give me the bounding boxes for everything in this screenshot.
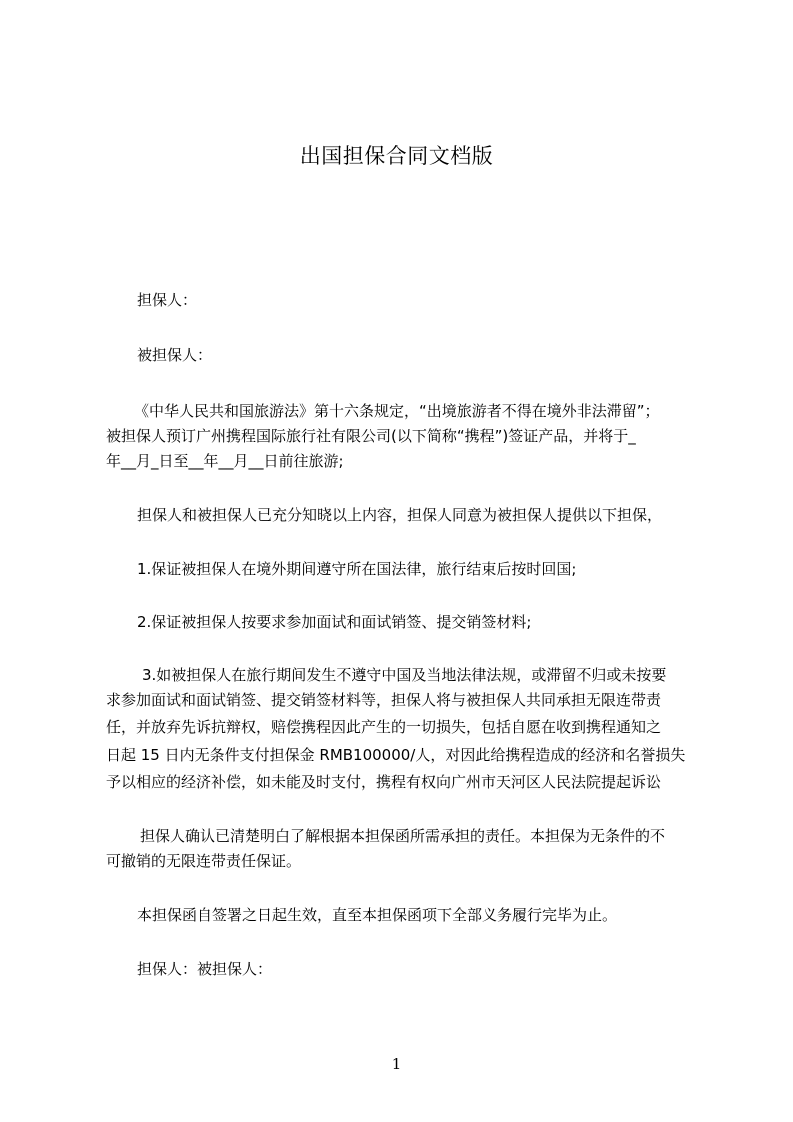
clause-2: 2.保证被担保人按要求参加面试和面试销签、提交销签材料; — [137, 613, 532, 631]
clause-3-line: 日起 15 日内无条件支付担保金 RMB100000/人，对因此给携程造成的经济和名誉损失 — [106, 746, 686, 764]
confirmation-line: 可撤销的无限连带责任保证。 — [106, 852, 302, 870]
intro-line: 被担保人预订广州携程国际旅行社有限公司(以下简称“携程”)签证产品，并将于_ — [106, 427, 636, 445]
agreement-paragraph: 担保人和被担保人已充分知晓以上内容，担保人同意为被担保人提供以下担保， — [137, 506, 663, 524]
effective-clause: 本担保函自签署之日起生效，直至本担保函项下全部义务履行完毕为止。 — [137, 906, 618, 924]
intro-line: 《中华人民共和国旅游法》第十六条规定，“出境旅游者不得在境外非法滞留”； — [134, 402, 660, 420]
confirmation-line: 担保人确认已清楚明白了解根据本担保函所需承担的责任。本担保为无条件的不 — [140, 827, 666, 845]
clause-1: 1.保证被担保人在境外期间遵守所在国法律，旅行结束后按时回国; — [137, 560, 577, 578]
clause-3-line: 予以相应的经济补偿，如未能及时支付，携程有权向广州市天河区人民法院提起诉讼 — [106, 773, 662, 791]
signature-line: 担保人：被担保人： — [137, 960, 273, 978]
document-title: 出国担保合同文档版 — [299, 144, 494, 168]
guaranteed-label: 被担保人： — [137, 346, 213, 364]
page-number: 1 — [391, 1055, 402, 1073]
clause-3-line: 3.如被担保人在旅行期间发生不遵守中国及当地法律法规，或滞留不归或未按要 — [142, 666, 667, 684]
intro-line: 年__月_日至__年__月__日前往旅游; — [106, 452, 344, 470]
guarantor-label: 担保人： — [137, 291, 198, 309]
clause-3-line: 求参加面试和面试销签、提交销签材料等，担保人将与被担保人共同承担无限连带责 — [106, 691, 662, 709]
clause-3-line: 任，并放弃先诉抗辩权，赔偿携程因此产生的一切损失，包括自愿在收到携程通知之 — [106, 718, 662, 736]
